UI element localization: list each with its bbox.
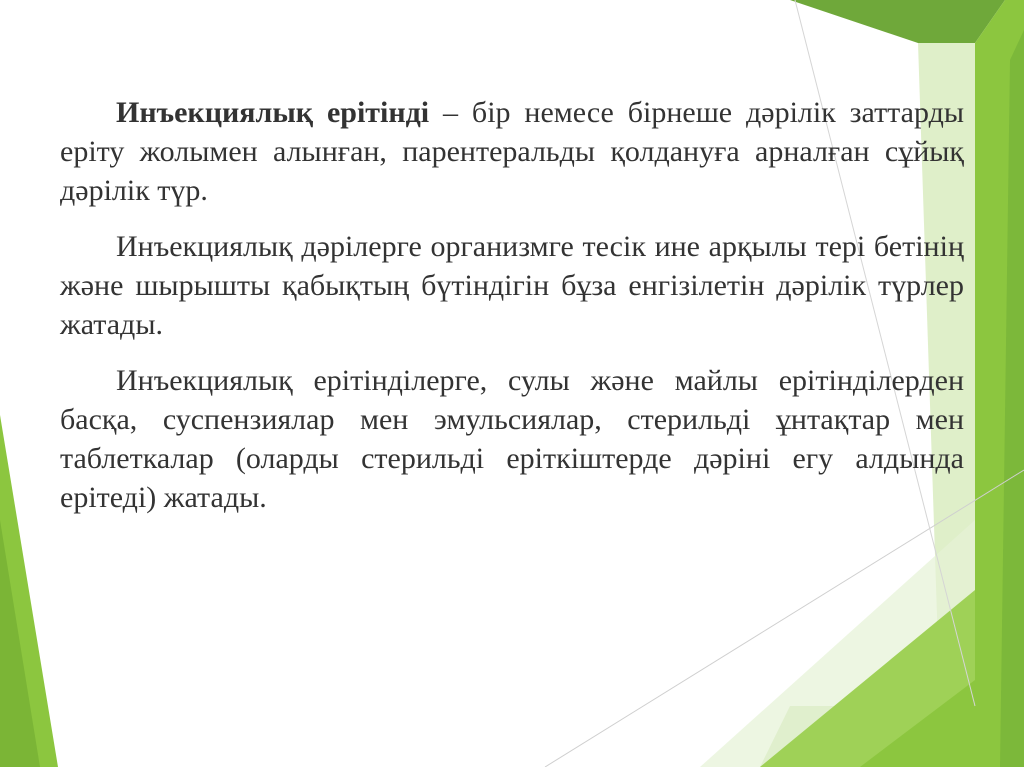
paragraph-definition (60, 93, 964, 210)
paragraph-injection-forms (60, 227, 964, 344)
definition-term: Инъекциялық ерітінді (116, 96, 430, 129)
definition-text: – бір немесе бірнеше дәрілік заттарды еріту жолымен алынған, парентеральды қолдануға арналған сұйық дәрілік түр. (60, 96, 964, 207)
top-right-dark-band (790, 0, 1005, 43)
solution-types-text: Инъекциялық ерітінділерге, сулы және майлы ерітінділерден басқа, суспензиялар мен эмульсиялар, стерильді ұнтақтар мен таблеткалар (оларды стерильді еріткіштерде дәріні егу алдында ерітеді) жатады. (60, 364, 964, 514)
paragraph-solution-types (60, 361, 964, 517)
slide-text-body (60, 93, 964, 534)
injection-forms-text: Инъекциялық дәрілерге организмге тесік ине арқылы тері бетінің және шырышты қабықтың бүтіндігін бұза енгізілетін дәрілік түрлер жатады. (60, 230, 964, 341)
